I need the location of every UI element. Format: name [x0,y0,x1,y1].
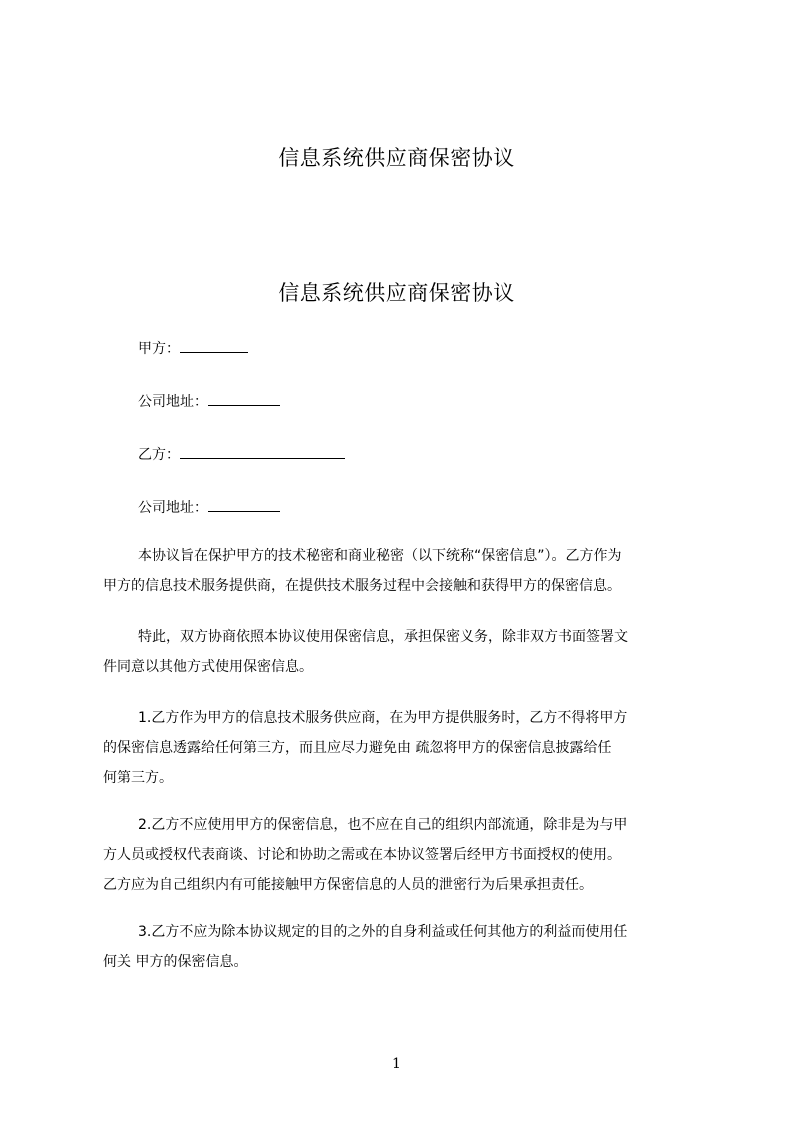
party-a-field [138,338,248,359]
clause-2 [103,810,703,900]
party-b-address-field [138,497,280,518]
party-a-label: 甲方： [138,341,180,357]
paragraph-line: 3.乙方不应为除本协议规定的目的之外的自身利益或任何其他方的利益而使用任 [138,924,628,940]
paragraph-line: 件同意以其他方式使用保密信息。 [103,659,313,675]
paragraph-line: 本协议旨在保护甲方的技术秘密和商业秘密（以下统称“保密信息”）。乙方作为 [138,548,622,564]
party-a-address-field [138,391,280,412]
paragraph-line: 乙方应为自己组织内有可能接触甲方保密信息的人员的泄密行为后果承担责任。 [103,877,593,893]
party-a-address-blank [208,391,280,406]
party-b-blank [180,444,345,459]
paragraph-line: 的保密信息透露给任何第三方，而且应尽力避免由 疏忽将甲方的保密信息披露给任 [103,740,612,756]
clause-3 [103,917,703,977]
page-number: 1 [392,1056,401,1072]
party-b-field [138,444,345,465]
paragraph-line: 1.乙方作为甲方的信息技术服务供应商，在为甲方提供服务时，乙方不得将甲方 [138,710,628,726]
header-title: 信息系统供应商保密协议 [278,146,515,170]
party-b-label: 乙方： [138,447,180,463]
paragraph-line: 何第三方。 [103,770,173,786]
clause-1 [103,703,703,793]
party-b-address-blank [208,497,280,512]
party-a-address-label: 公司地址： [138,394,208,410]
paragraph-purpose [103,541,703,601]
document-title: 信息系统供应商保密协议 [278,281,515,305]
party-b-address-label: 公司地址： [138,500,208,516]
paragraph-line: 2.乙方不应使用甲方的保密信息，也不应在自己的组织内部流通，除非是为与甲 [138,817,628,833]
paragraph-line: 方人员或授权代表商谈、讨论和协助之需或在本协议签署后经甲方书面授权的使用。 [103,847,621,863]
paragraph-line: 甲方的信息技术服务提供商，在提供技术服务过程中会接触和获得甲方的保密信息。 [103,578,621,594]
paragraph-line: 何关 甲方的保密信息。 [103,954,248,970]
paragraph-agreement [103,622,703,682]
paragraph-line: 特此，双方协商依照本协议使用保密信息，承担保密义务，除非双方书面签署文 [138,629,628,645]
party-a-blank [180,338,248,353]
